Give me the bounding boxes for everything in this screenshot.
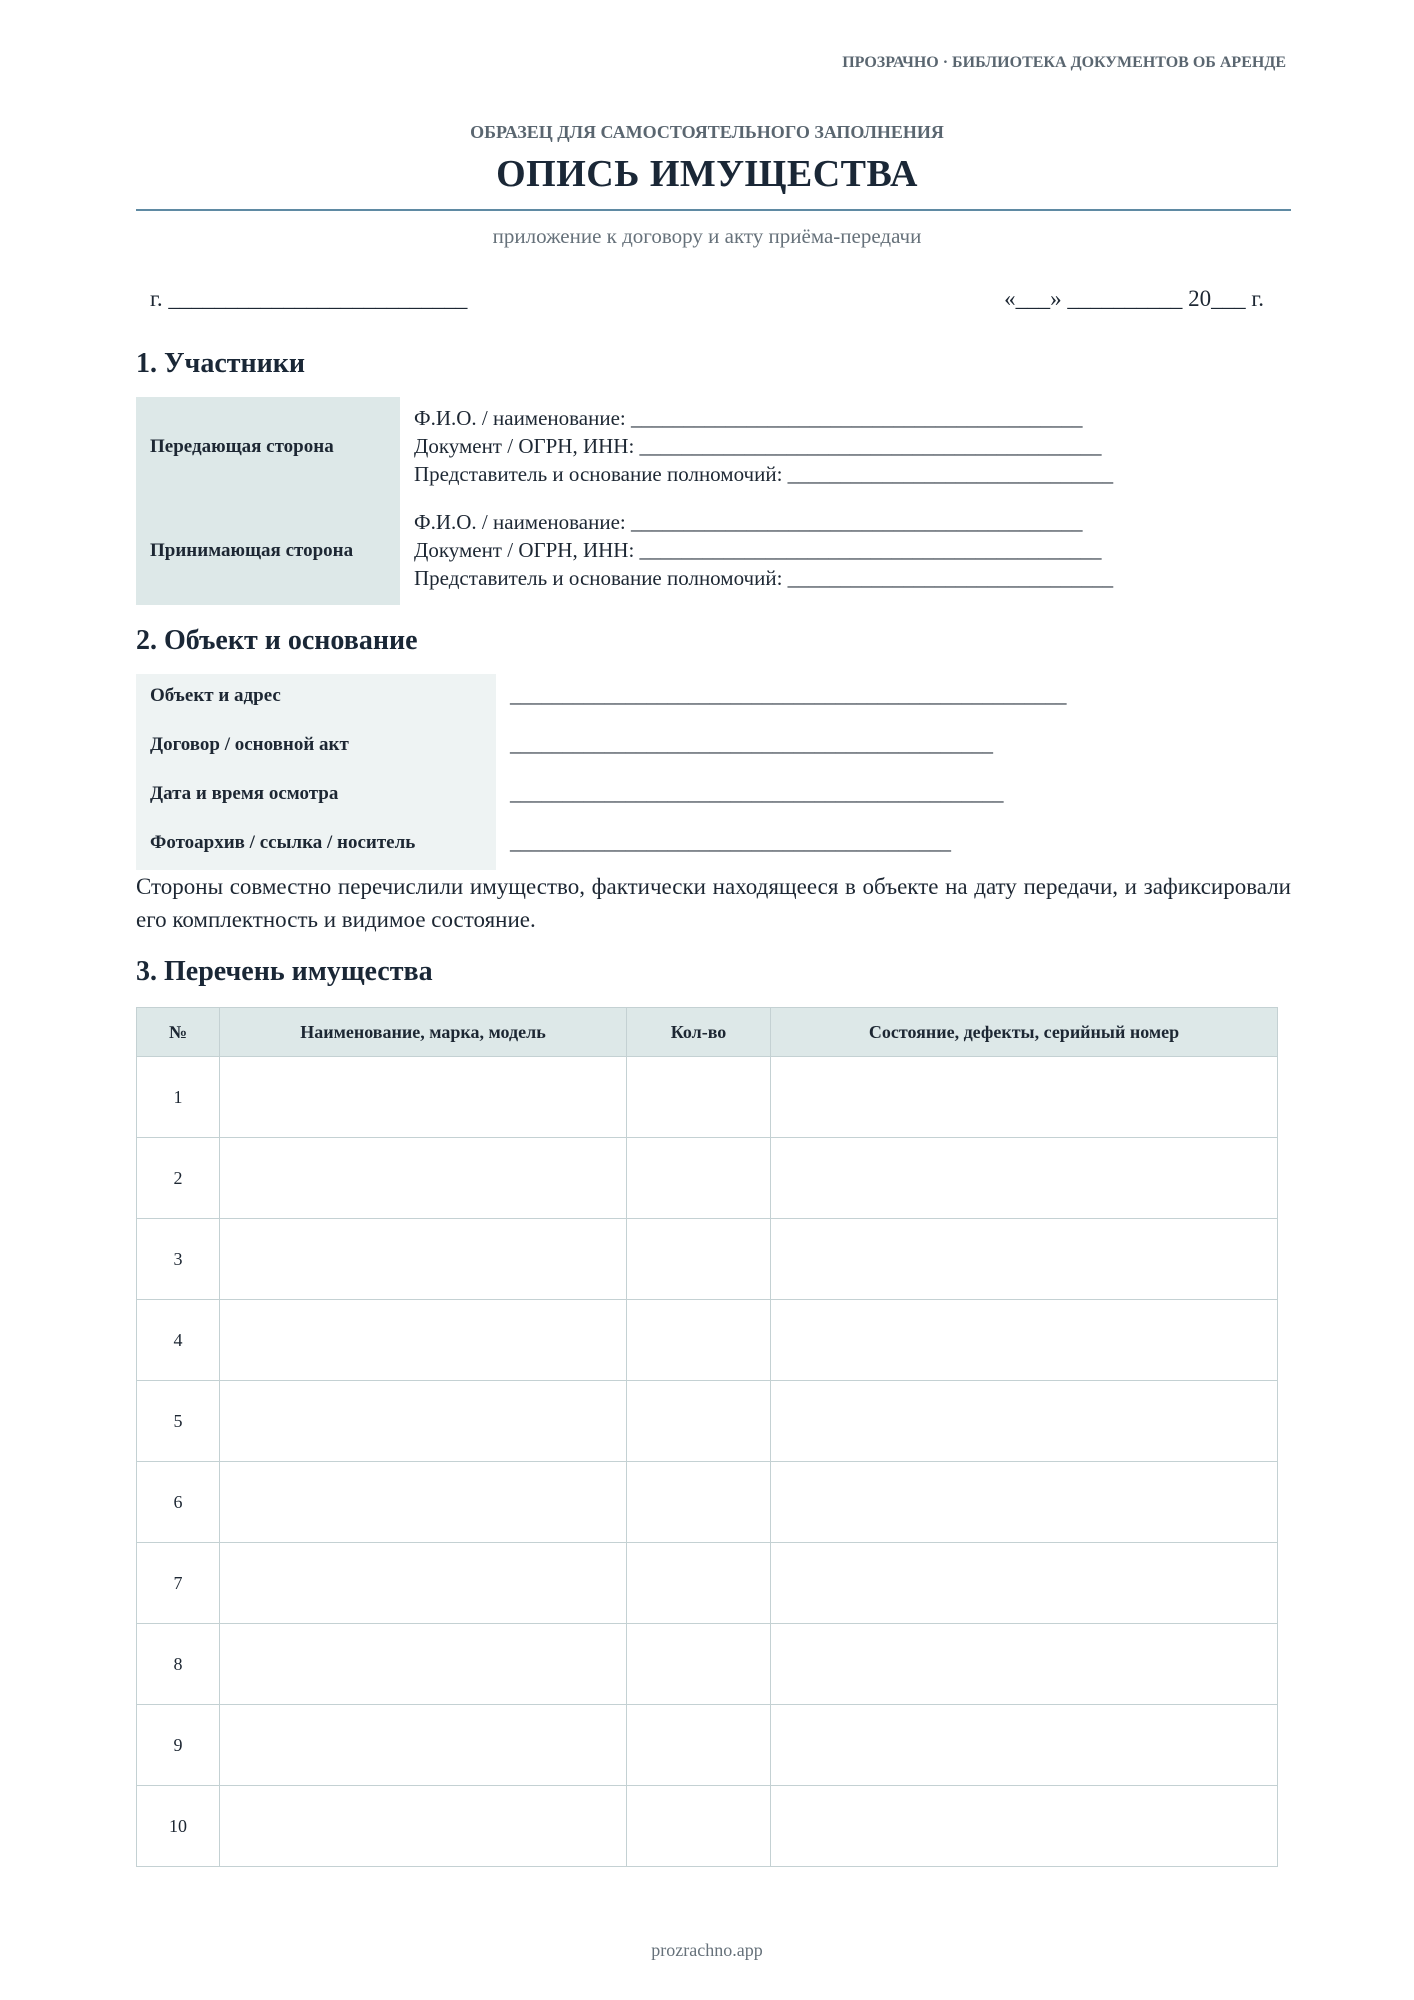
brand-header: ПРОЗРАЧНО · БИБЛИОТЕКА ДОКУМЕНТОВ ОБ АРЕНДЕ	[842, 54, 1286, 71]
table-row	[137, 1462, 1278, 1543]
inventory-header-row	[137, 1008, 1278, 1057]
table-row	[137, 1057, 1278, 1138]
item-condition-cell[interactable]	[771, 1300, 1278, 1381]
item-condition-cell[interactable]	[771, 1786, 1278, 1867]
row-number-cell: 6	[137, 1462, 220, 1543]
object-label-photo: Фотоархив / ссылка / носитель	[150, 832, 416, 853]
table-row	[137, 1138, 1278, 1219]
receiving-document-field[interactable]: Документ / ОГРН, ИНН: ____________________________________________	[414, 538, 1102, 562]
inspection-datetime-field[interactable]: _______________________________________________	[510, 781, 1004, 805]
row-number-cell: 3	[137, 1219, 220, 1300]
item-condition-cell[interactable]	[771, 1543, 1278, 1624]
statement-paragraph: Стороны совместно перечислили имущество, фактически находящееся в объекте на дату передачи, и зафиксировали его комплектность и видимое состояние.	[136, 874, 1291, 932]
table-row	[137, 1219, 1278, 1300]
object-label-contract: Договор / основной акт	[150, 734, 349, 755]
item-quantity-cell[interactable]	[627, 1543, 771, 1624]
section-heading-participants: 1. Участники	[136, 348, 306, 379]
receiving-name-field[interactable]: Ф.И.О. / наименование: ___________________________________________	[414, 510, 1083, 534]
column-header-name: Наименование, марка, модель	[220, 1008, 627, 1057]
item-quantity-cell[interactable]	[627, 1381, 771, 1462]
city-field[interactable]: г. __________________________	[150, 286, 468, 311]
row-number-cell: 5	[137, 1381, 220, 1462]
photo-archive-field[interactable]: __________________________________________	[510, 830, 951, 854]
receiving-representative-field[interactable]: Представитель и основание полномочий: _______________________________	[414, 566, 1114, 590]
item-condition-cell[interactable]	[771, 1381, 1278, 1462]
object-label-address: Объект и адрес	[150, 685, 281, 706]
item-name-cell[interactable]	[220, 1462, 627, 1543]
table-row	[137, 1381, 1278, 1462]
column-header-quantity: Кол-во	[627, 1008, 771, 1057]
document-subtitle: ОБРАЗЕЦ ДЛЯ САМОСТОЯТЕЛЬНОГО ЗАПОЛНЕНИЯ	[470, 122, 944, 142]
item-quantity-cell[interactable]	[627, 1138, 771, 1219]
inventory-table	[136, 1007, 1278, 1867]
party-label-transferring: Передающая сторона	[150, 436, 334, 457]
transferring-name-field[interactable]: Ф.И.О. / наименование: ___________________________________________	[414, 406, 1083, 430]
item-name-cell[interactable]	[220, 1057, 627, 1138]
item-name-cell[interactable]	[220, 1300, 627, 1381]
item-condition-cell[interactable]	[771, 1462, 1278, 1543]
item-name-cell[interactable]	[220, 1543, 627, 1624]
section-heading-inventory: 3. Перечень имущества	[136, 956, 433, 987]
row-number-cell: 8	[137, 1624, 220, 1705]
row-number-cell: 4	[137, 1300, 220, 1381]
table-row	[137, 1543, 1278, 1624]
row-number-cell: 2	[137, 1138, 220, 1219]
item-condition-cell[interactable]	[771, 1219, 1278, 1300]
column-header-condition: Состояние, дефекты, серийный номер	[771, 1008, 1278, 1057]
contract-field[interactable]: ______________________________________________	[510, 732, 993, 756]
item-condition-cell[interactable]	[771, 1705, 1278, 1786]
object-label-inspection: Дата и время осмотра	[150, 783, 339, 804]
row-number-cell: 7	[137, 1543, 220, 1624]
transferring-representative-field[interactable]: Представитель и основание полномочий: _______________________________	[414, 462, 1114, 486]
item-quantity-cell[interactable]	[627, 1219, 771, 1300]
item-condition-cell[interactable]	[771, 1624, 1278, 1705]
item-quantity-cell[interactable]	[627, 1462, 771, 1543]
table-row	[137, 1624, 1278, 1705]
title-divider	[136, 209, 1291, 211]
row-number-cell: 10	[137, 1786, 220, 1867]
parties-label-column	[136, 397, 400, 605]
item-name-cell[interactable]	[220, 1381, 627, 1462]
item-condition-cell[interactable]	[771, 1057, 1278, 1138]
document-caption: приложение к договору и акту приёма-передачи	[492, 224, 922, 248]
item-name-cell[interactable]	[220, 1705, 627, 1786]
column-header-number: №	[137, 1008, 220, 1057]
item-quantity-cell[interactable]	[627, 1057, 771, 1138]
table-row	[137, 1786, 1278, 1867]
date-field[interactable]: «___» __________ 20___ г.	[1004, 286, 1264, 311]
party-label-receiving: Принимающая сторона	[150, 540, 354, 561]
item-name-cell[interactable]	[220, 1786, 627, 1867]
document-title: ОПИСЬ ИМУЩЕСТВА	[496, 153, 918, 195]
item-quantity-cell[interactable]	[627, 1705, 771, 1786]
item-name-cell[interactable]	[220, 1138, 627, 1219]
footer-site: prozrachno.app	[651, 1940, 763, 1960]
item-quantity-cell[interactable]	[627, 1786, 771, 1867]
section-heading-object: 2. Объект и основание	[136, 625, 418, 656]
item-condition-cell[interactable]	[771, 1138, 1278, 1219]
item-quantity-cell[interactable]	[627, 1624, 771, 1705]
row-number-cell: 1	[137, 1057, 220, 1138]
row-number-cell: 9	[137, 1705, 220, 1786]
item-name-cell[interactable]	[220, 1624, 627, 1705]
item-quantity-cell[interactable]	[627, 1300, 771, 1381]
transferring-document-field[interactable]: Документ / ОГРН, ИНН: ____________________________________________	[414, 434, 1102, 458]
object-address-field[interactable]: _____________________________________________________	[510, 683, 1067, 707]
table-row	[137, 1705, 1278, 1786]
table-row	[137, 1300, 1278, 1381]
item-name-cell[interactable]	[220, 1219, 627, 1300]
